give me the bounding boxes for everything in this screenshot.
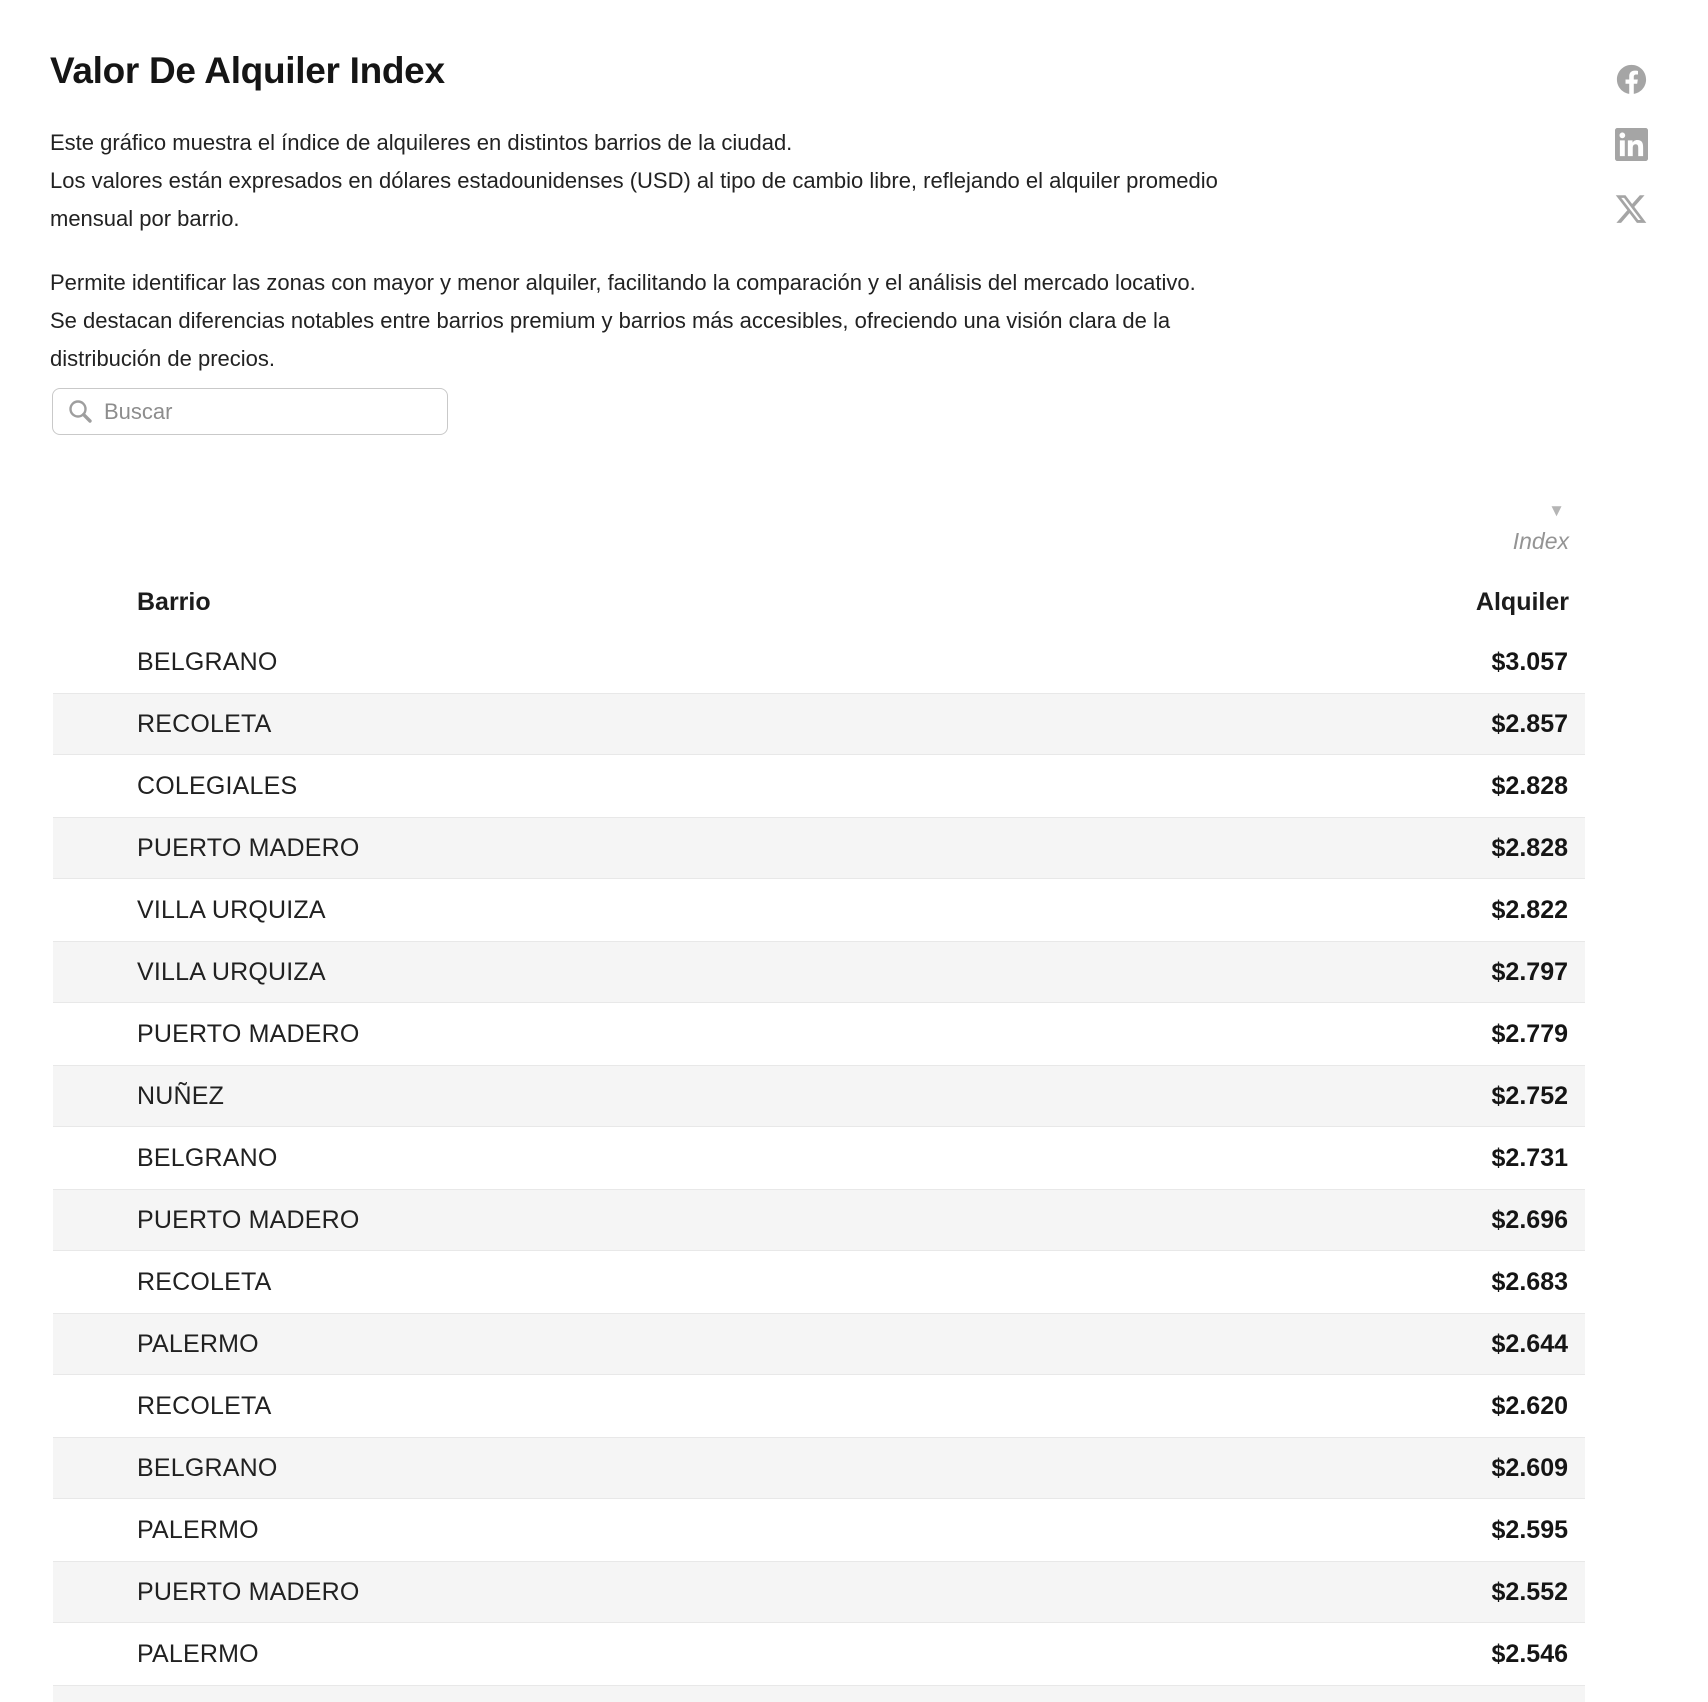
table-row [53,1189,1585,1251]
table-row [53,817,1585,879]
description-line: Este gráfico muestra el índice de alquileres en distintos barrios de la ciudad. [50,130,793,155]
row-alquiler: $2.857 [1491,709,1568,738]
row-alquiler: $3.057 [1491,647,1568,676]
row-barrio: VILLA URQUIZA [137,895,326,924]
table-row [53,693,1585,755]
row-alquiler: $2.828 [1491,833,1568,862]
table-row [53,1499,1585,1561]
row-alquiler: $2.552 [1491,1577,1568,1606]
linkedin-share-icon[interactable] [1613,126,1649,162]
description-paragraph-2 [50,264,1196,378]
row-barrio: BELGRANO [137,1453,278,1482]
row-barrio: PALERMO [137,1639,259,1668]
row-alquiler: $2.779 [1491,1019,1568,1048]
description-line: Los valores están expresados en dólares estadounidenses (USD) al tipo de cambio libre, reflejando el alquiler promedio [50,168,1218,193]
row-alquiler: $2.752 [1491,1081,1568,1110]
row-alquiler: $2.797 [1491,957,1568,986]
facebook-share-icon[interactable] [1613,61,1649,97]
table-row [53,1313,1585,1375]
description-line: Se destacan diferencias notables entre barrios premium y barrios más accesibles, ofreciendo una visión clara de la [50,308,1171,333]
description-line: distribución de precios. [50,346,276,371]
row-barrio: NUÑEZ [137,1081,225,1110]
row-barrio: PALERMO [137,1329,259,1358]
table-row [53,1561,1585,1623]
row-barrio: BELGRANO [137,1143,278,1172]
search-input[interactable] [104,399,435,425]
page-title: Valor De Alquiler Index [50,50,445,91]
index-label: Index [1512,528,1569,554]
row-alquiler: $2.828 [1491,771,1568,800]
description-line: mensual por barrio. [50,206,240,231]
row-barrio: RECOLETA [137,1267,272,1296]
table-row [53,1251,1585,1313]
table-row [53,1685,1585,1702]
alquiler-table [53,498,1585,1702]
row-alquiler: $2.620 [1491,1391,1568,1420]
search-icon [67,398,94,425]
row-alquiler: $2.731 [1491,1143,1568,1172]
row-barrio: VILLA URQUIZA [137,957,326,986]
x-share-icon[interactable] [1613,191,1649,227]
table-row [53,1375,1585,1437]
row-barrio: RECOLETA [137,1391,272,1420]
table-row [53,1003,1585,1065]
description-line: Permite identificar las zonas con mayor y menor alquiler, facilitando la comparación y el análisis del mercado locativo. [50,270,1196,295]
table-row [53,1065,1585,1127]
table-row [53,631,1585,693]
social-share-bar [1613,61,1649,227]
sort-descending-icon[interactable]: ▼ [1548,501,1565,520]
row-barrio: COLEGIALES [137,771,298,800]
row-alquiler: $2.609 [1491,1453,1568,1482]
search-box[interactable] [52,388,448,435]
table-row [53,1437,1585,1499]
row-alquiler: $2.696 [1491,1205,1568,1234]
row-barrio: PUERTO MADERO [137,1205,360,1234]
row-alquiler: $2.595 [1491,1515,1568,1544]
table-row [53,755,1585,817]
row-barrio: PUERTO MADERO [137,1577,360,1606]
row-barrio: PUERTO MADERO [137,833,360,862]
row-barrio: RECOLETA [137,709,272,738]
table-body [53,631,1585,1702]
row-barrio: PUERTO MADERO [137,1019,360,1048]
table-header-row [53,558,1585,631]
table-row [53,1127,1585,1189]
row-alquiler: $2.546 [1491,1639,1568,1668]
table-row [53,941,1585,1003]
sort-indicator-row [53,498,1585,524]
row-alquiler: $2.644 [1491,1329,1568,1358]
row-barrio: PALERMO [137,1515,259,1544]
table-row [53,879,1585,941]
column-header-alquiler[interactable]: Alquiler [1475,588,1569,616]
row-alquiler: $2.683 [1491,1267,1568,1296]
description-paragraph-1 [50,124,1218,238]
column-header-barrio[interactable]: Barrio [137,588,211,616]
row-alquiler: $2.822 [1491,895,1568,924]
row-barrio: BELGRANO [137,647,278,676]
table-row [53,1623,1585,1685]
